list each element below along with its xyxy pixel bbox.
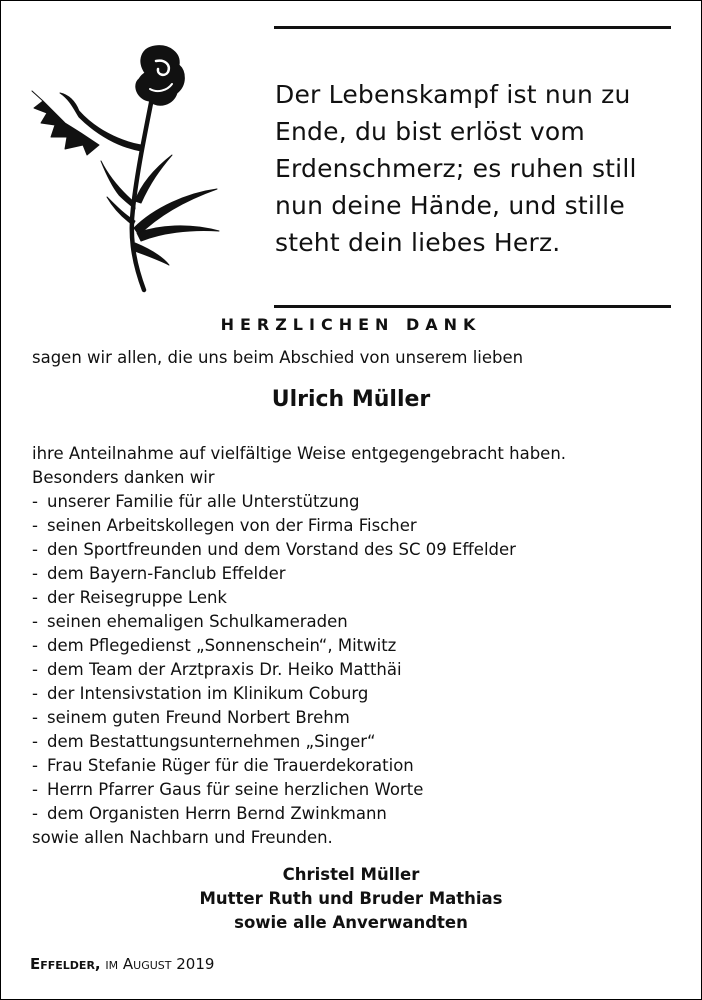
thanks-list — [32, 490, 566, 826]
poem-line: Erdenschmerz; es ruhen still — [275, 154, 637, 183]
place: Effelder, — [30, 955, 101, 973]
sympathy-line: ihre Anteilnahme auf vielfältige Weise entgegengebracht haben. — [32, 444, 567, 463]
signature-line: Christel Müller — [282, 865, 420, 884]
special-thanks-intro: Besonders danken wir — [32, 468, 215, 487]
list-item: - unserer Familie für alle Unterstützung — [32, 492, 360, 511]
list-item: - dem Bestattungsunternehmen „Singer“ — [32, 732, 376, 751]
list-item: - dem Team der Arztpraxis Dr. Heiko Matthäi — [32, 660, 402, 679]
list-item: - dem Pflegedienst „Sonnenschein“, Mitwitz — [32, 636, 397, 655]
bottom-divider — [274, 305, 671, 308]
rose-flower-icon — [29, 43, 229, 293]
poem — [275, 76, 675, 261]
signature-line: Mutter Ruth und Bruder Mathias — [199, 889, 503, 908]
list-item: - dem Organisten Herrn Bernd Zwinkmann — [32, 804, 387, 823]
poem-line: Ende, du bist erlöst vom — [275, 117, 585, 146]
list-item: - Frau Stefanie Rüger für die Trauerdekoration — [32, 756, 414, 775]
list-item: - den Sportfreunden und dem Vorstand des SC 09 Effelder — [32, 540, 516, 559]
poem-line: nun deine Hände, und stille — [275, 191, 625, 220]
thanks-body — [32, 442, 566, 850]
signatures — [1, 863, 701, 935]
closing-line: sowie allen Nachbarn und Freunden. — [32, 828, 333, 847]
list-item: - der Intensivstation im Klinikum Coburg — [32, 684, 369, 703]
list-item: - seinen ehemaligen Schulkameraden — [32, 612, 348, 631]
deceased-name: Ulrich Müller — [271, 387, 431, 412]
thanks-heading: HERZLICHEN DANK — [220, 315, 482, 334]
list-item: - dem Bayern-Fanclub Effelder — [32, 564, 286, 583]
list-item: - seinen Arbeitskollegen von der Firma Fischer — [32, 516, 417, 535]
list-item: - der Reisegruppe Lenk — [32, 588, 227, 607]
top-divider — [274, 26, 671, 29]
poem-line: steht dein liebes Herz. — [275, 228, 561, 257]
date: im August 2019 — [105, 955, 215, 973]
signature-line: sowie alle Anverwandten — [234, 913, 468, 932]
place-and-date — [30, 955, 214, 973]
thanks-intro: sagen wir allen, die uns beim Abschied von unserem lieben — [32, 348, 524, 367]
poem-line: Der Lebenskampf ist nun zu — [275, 80, 631, 109]
list-item: - seinem guten Freund Norbert Brehm — [32, 708, 350, 727]
list-item: - Herrn Pfarrer Gaus für seine herzlichen Worte — [32, 780, 424, 799]
